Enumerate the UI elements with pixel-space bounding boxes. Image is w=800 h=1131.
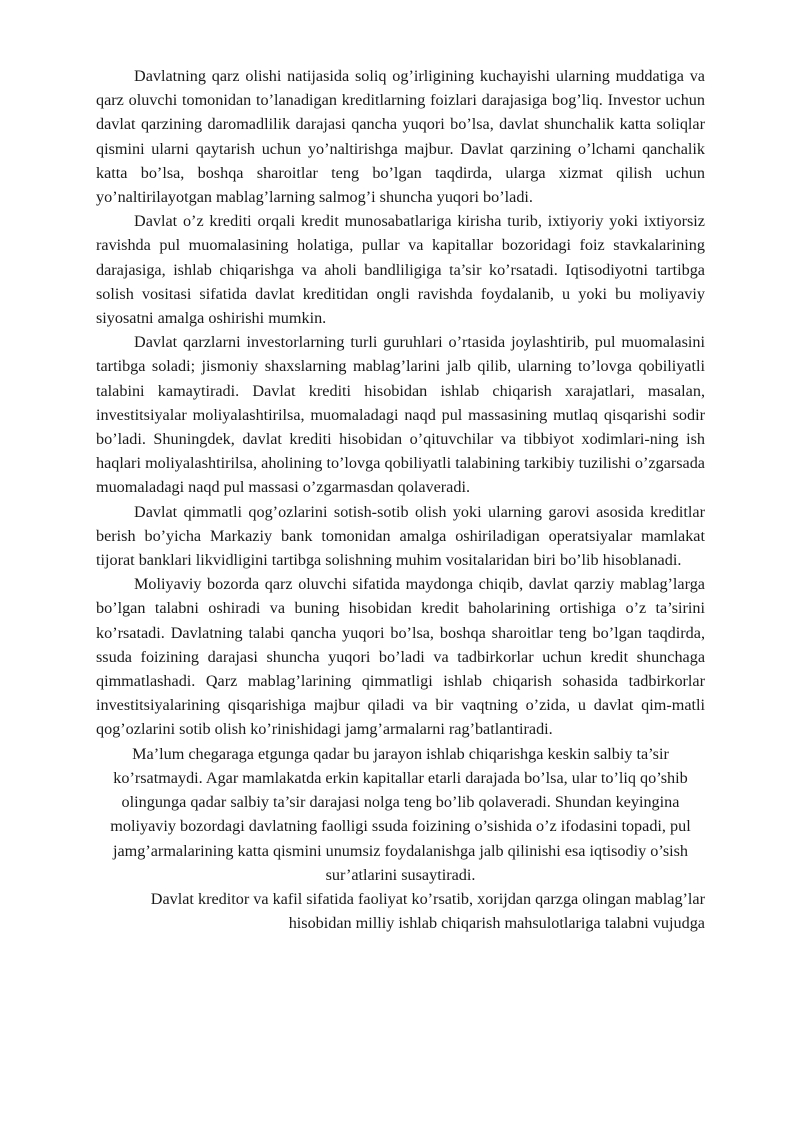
paragraph-4: Davlat qimmatli qog’ozlarini sotish-sotib olish yoki ularning garovi asosida kreditlar berish bo’yicha Markaziy bank tomonidan amalga oshiriladigan operatsiyalar mamlakat tijorat banklari likvidligini tartibga solishning muhim vositalaridan biri bo’lib hisoblanadi. bbox=[96, 502, 705, 570]
paragraph-7: Davlat kreditor va kafil sifatida faoliyat ko’rsatib, xorijdan qarzga olingan mablag’lar hisobidan milliy ishlab chiqarish mahsulotlariga talabni vujudga bbox=[150, 889, 705, 933]
document-page bbox=[96, 64, 705, 935]
paragraph-2: Davlat o’z krediti orqali kredit munosabatlariga kirisha turib, ixtiyoriy yoki ixtiyorsiz ravishda pul muomalasining holatiga, pullar va kapitallar bozoridagi foiz stavkalarining darajasiga, ishlab chiqarishga va aholi bandliligiga ta’sir ko’rsatadi. Iqtisodiyotni tartibga solish vositasi sifatida davlat kreditidan ongli ravishda foydalanib, u yoki bu moliyaviy siyosatni amalga oshirishi mumkin. bbox=[96, 212, 705, 328]
paragraph-5: Moliyaviy bozorda qarz oluvchi sifatida maydonga chiqib, davlat qarziy mablag’larga bo’lgan talabni oshiradi va buning hisobidan kredit baholarining ortishiga o’z ta’sirini ko’rsatadi. Davlatning talabi qancha yuqori bo’lsa, boshqa sharoitlar teng bo’lgan taqdirda, ssuda foizining darajasi shuncha yuqori bo’ladi va tadbirkorlar uchun kredit shunchaga qimmatlashadi. Qarz mablag’larining qimmatligi ishlab chiqarish sohasida tadbirkorlar investitsiyalarining qisqarishiga majbur qiladi va bir vaqtning o’zida, u davlat qim-matli qog’ozlarini sotib olish ko’rinishidagi jamg’armalarni rag’batlantiradi. bbox=[96, 575, 705, 739]
paragraph-3: Davlat qarzlarni investorlarning turli guruhlari o’rtasida joylashtirib, pul muomalasini tartibga soladi; jismoniy shaxslarning mablag’larini jalb qilib, ularning to’lovga qobiliyatli talabini kamaytiradi. Davlat krediti hisobidan ishlab chiqarish xarajatlari, masalan, investitsiyalar moliyalashtirilsa, muomaladagi naqd pul massasining mutlaq qisqarishi sodir bo’ladi. Shuningdek, davlat krediti hisobidan o’qituvchilar va tibbiyot xodimlari-ning ish haqlari moliyalashtirilsa, aholining to’lovga qobiliyatli talabining tarkibiy tuzilishi o’zgarsada muomaladagi naqd pul massasi o’zgarmasdan qolaveradi. bbox=[96, 333, 705, 497]
paragraph-6: Ma’lum chegaraga etgunga qadar bu jarayon ishlab chiqarishga keskin salbiy ta’sir ko’rsatmaydi. Agar mamlakatda erkin kapitallar etarli darajada bo’lsa, ular to’liq qo’shib olingunga qadar salbiy ta’sir darajasi nolga teng bo’lib qolaveradi. Shundan keyingina moliyaviy bozordagi davlatning faolligi ssuda foizining o’sishida o’z ifodasini topadi, pul jamg’armalarining katta qismini unumsiz foydalanishga jalb qilinishi esa iqtisodiy o’sish sur’atlarini susaytiradi. bbox=[110, 744, 691, 884]
paragraph-1: Davlatning qarz olishi natijasida soliq og’irligining kuchayishi ularning muddatiga va qarz oluvchi tomonidan to’lanadigan kreditlarning foizlari darajasiga bog’liq. Investor uchun davlat qarzining daromadlilik darajasi qancha yuqori bo’lsa, davlat shunchalik katta soliqlar qismini ularni qaytarish uchun yo’naltirishga majbur. Davlat qarzining o’lchami qanchalik katta bo’lsa, boshqa sharoitlar teng bo’lgan taqdirda, ularga xizmat qilish uchun yo’naltirilayotgan mablag’larning salmog’i shuncha yuqori bo’ladi. bbox=[96, 67, 705, 207]
